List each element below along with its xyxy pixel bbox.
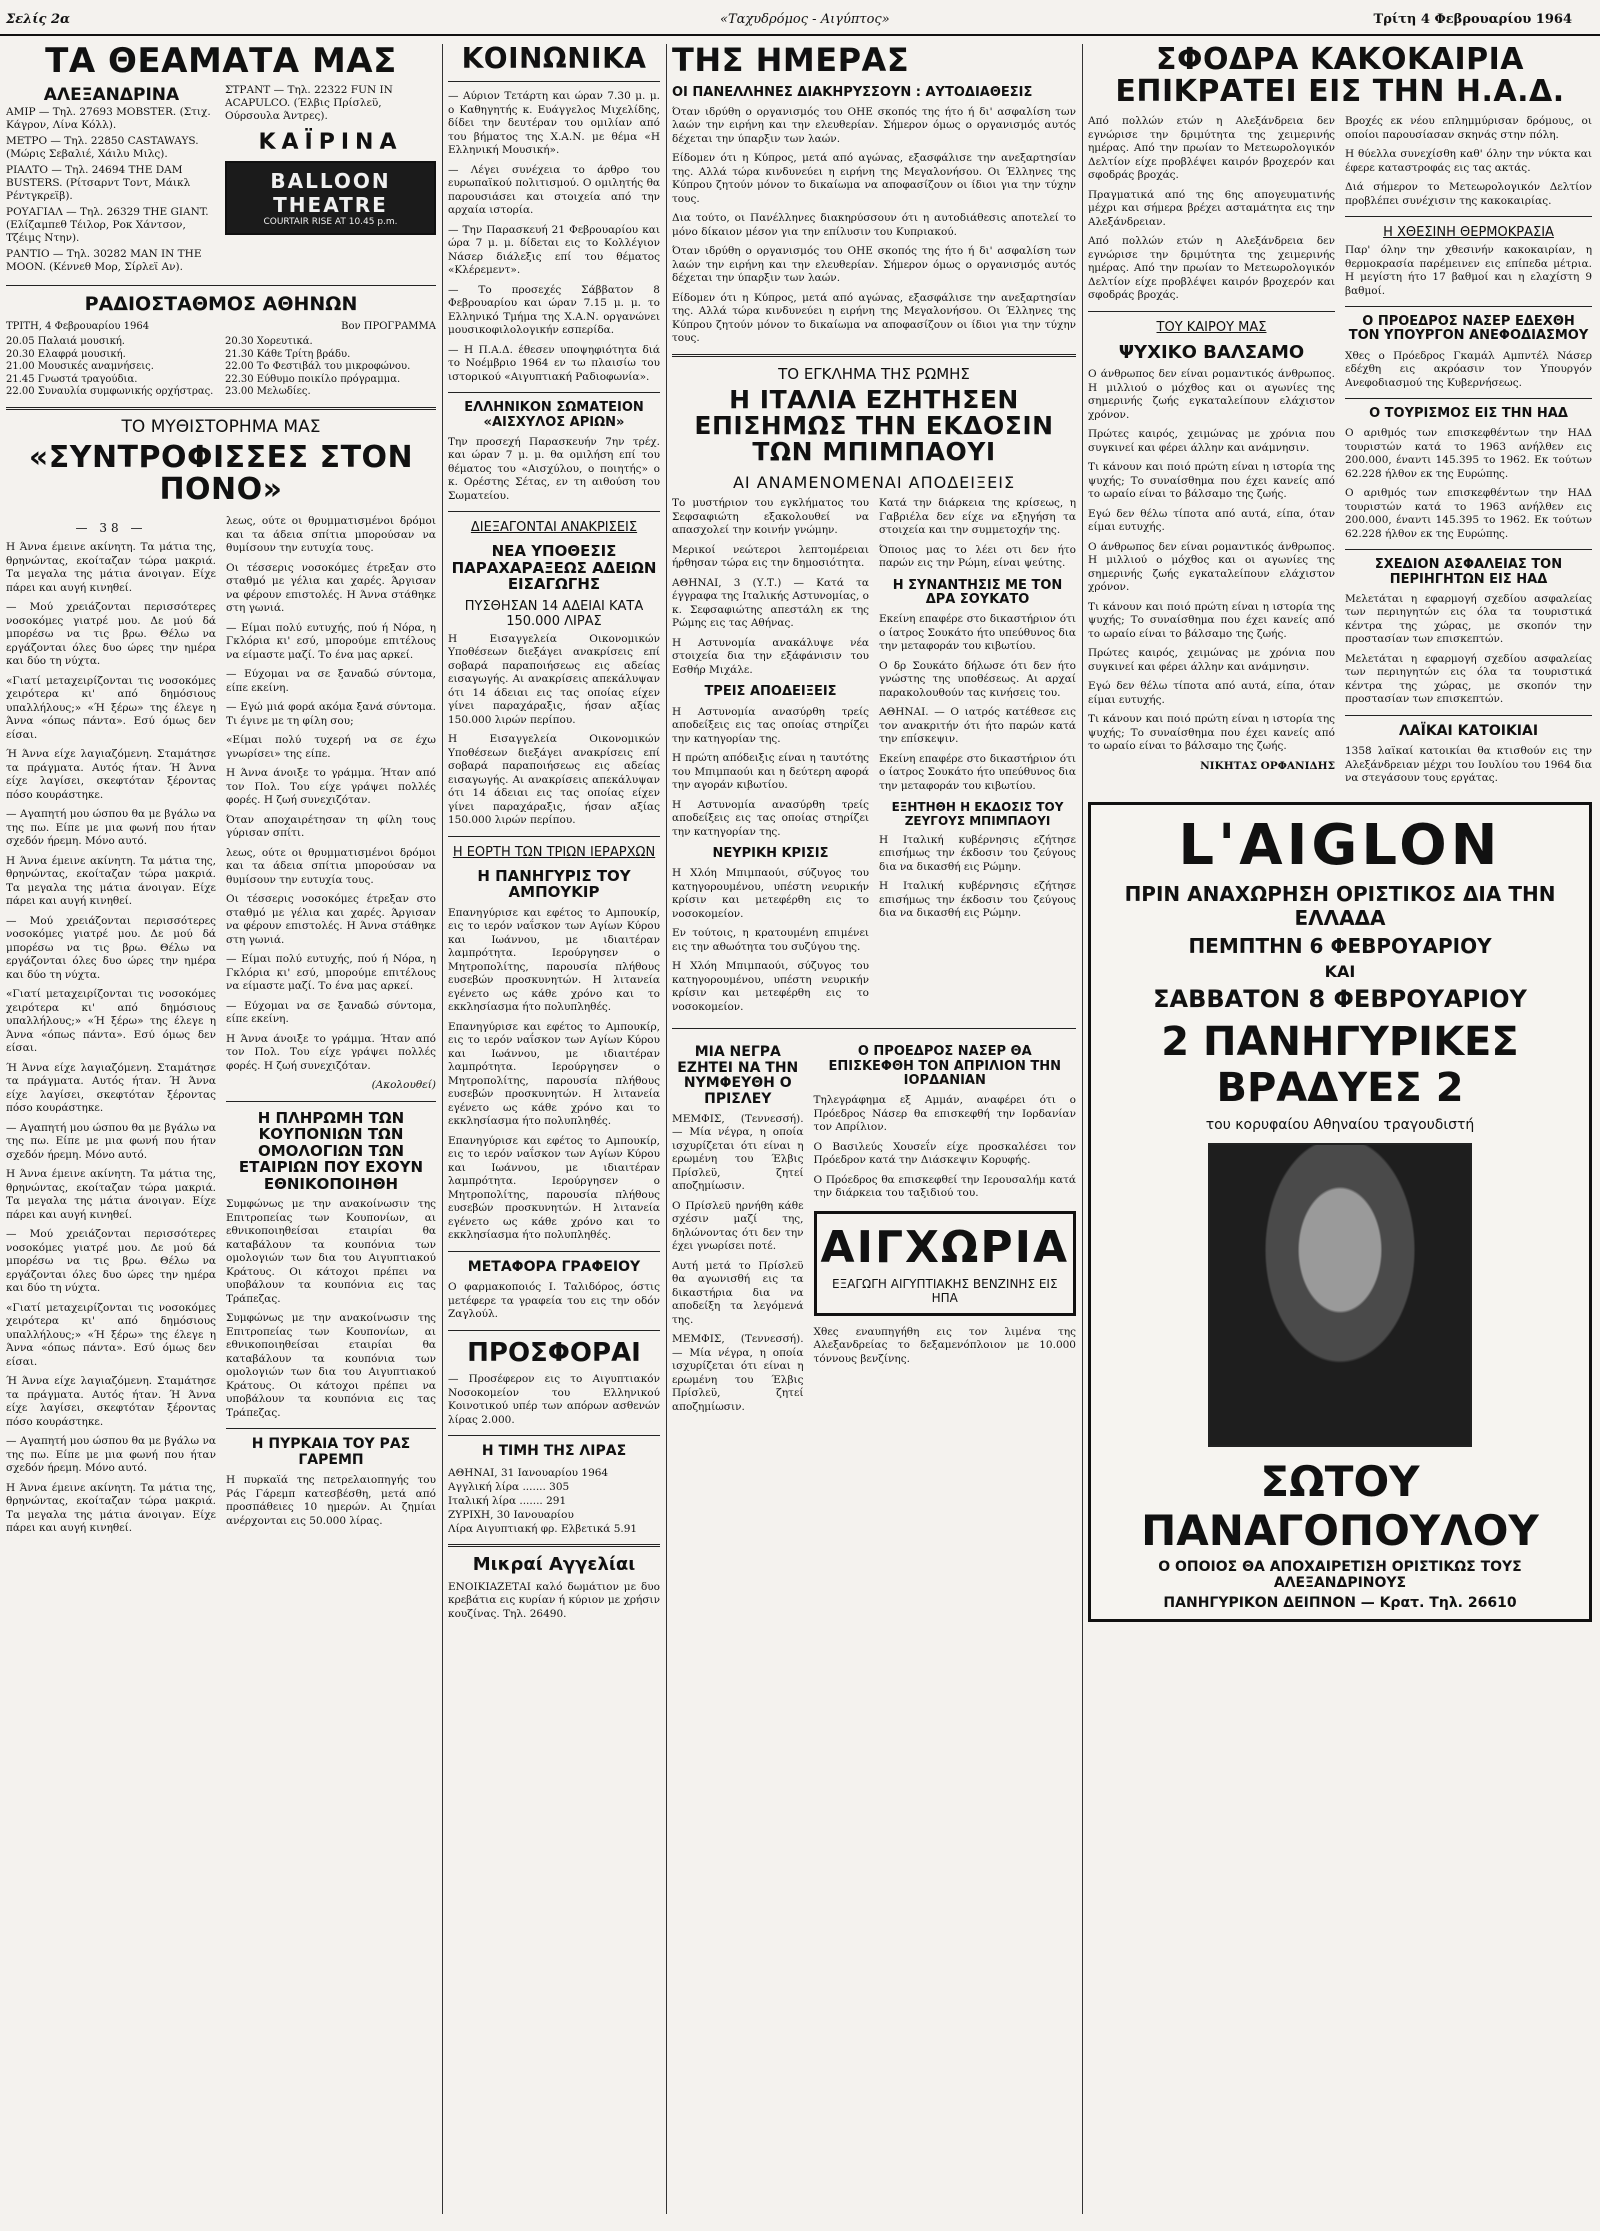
radio-entry: 20.30 Χορευτικά. [225, 336, 313, 348]
radio-program-label: Βον ΠΡΟΓΡΑΜΜΑ [341, 321, 436, 333]
radio-schedule [6, 336, 436, 399]
nasser-visit-paragraph: Ο Πρόεδρος θα επισκεφθεί την Ιερουσαλήμ κατά την διάρκεια του ταξιδιού του. [813, 1173, 1076, 1200]
feast-kicker: Η ΕΟΡΤΗ ΤΩΝ ΤΡΙΩΝ ΙΕΡΑΡΧΩΝ [452, 844, 656, 860]
wedding-heading: ΜΙΑ ΝΕΓΡΑ ΕΖΗΤΕΙ ΝΑ ΤΗΝ ΝΥΜΦΕΥΘΗ Ο ΠΡΙΣΛΕΥ [677, 1044, 799, 1107]
day-paragraph: Δια τούτο, οι Πανέλληνες διακηρύσσουν ότι η αυτοδιάθεσις αποτελεί το μόνο δίκαιον μέσον για την επίλυσιν του Κυπριακού. [672, 212, 1076, 238]
weather-paragraph: Διά σήμερον το Μετεωρολογικόν Δελτίον προβλέπει συνέχισιν της κακοκαιρίας. [1345, 181, 1592, 207]
divider [1345, 398, 1592, 399]
nasser-visit-paragraph: Τηλεγράφημα εξ Αμμάν, αναφέρει ότι ο Πρόεδρος Νάσερ θα επισκεφθή την Ιορδανίαν τον Απρίλιον. [813, 1094, 1076, 1134]
weather-kicker: ΤΟΥ ΚΑΙΡΟΥ ΜΑΣ [1156, 319, 1267, 335]
rome-paragraph: Εκείνη επαφέρε στο δικαστήριον ότι ο ίατρος Σουκάτο ήτο υπεύθυνος δια την μεταφοράν του κιβωτίου. [879, 752, 1076, 792]
cinema-listing: ΜΕΤΡΟ — Τηλ. 22850 CASTAWAYS. (Μώρις Σεβαλιέ, Χάιλυ Μιλς). [6, 135, 199, 161]
serial-paragraph: — Είμαι πολύ ευτυχής, πού ή Νόρα, η Γκλόρια κι' εσύ, μπορούμε επιτέλους να είμαστε μαζί. Το ένα μας αρκεί. [226, 621, 436, 661]
radio-entry: 22.00 Το Φεστιβάλ του μικροφώνου. [225, 361, 411, 373]
rome-paragraph: Το μυστήριον του εγκλήματος του Σεφσαφιώτη εξακολουθεί να απασχολεί την κοινήν γνώμην. [672, 497, 869, 537]
social-item: — Το προσεχές Σάββατον 8 Φεβρουαρίου και ώραν 7.15 μ. μ. το Ελληνικό Τμήμα της Χ.Α.Ν. οργανώνει μουσικοφιλολογικήν εσπερίδα. [448, 283, 660, 337]
serial-paragraph: Η Άννα άνοιξε το γράμμα. Ήταν από τον Πολ. Του είχε γράψει πολλές φορές. Η ζωή συνεχιζόταν. [226, 1032, 436, 1072]
lira-table [448, 1466, 660, 1536]
paper-name: «Ταχυδρόμος - Αιγύπτος» [720, 12, 890, 27]
radio-entry: 20.05 Παλαιά μουσική. [6, 336, 125, 348]
divider [672, 1028, 1076, 1029]
rome-paragraph: Εν τούτοις, η κρατουμένη επιμένει εις την αθωότητα του συζύγου της. [672, 927, 869, 953]
serial-continued: (Ακολουθεί) [371, 1079, 436, 1092]
divider [1345, 216, 1592, 217]
aiglon-line: ΠΡΙΝ ΑΝΑΧΩΡΗΣΗ ΟΡΙΣΤΙΚΟΣ ΔΙΑ ΤΗΝ ΕΛΛΑΔΑ [1124, 881, 1556, 930]
offers-text: — Προσέφερον εις το Αιγυπτιακόν Νοσοκομείον του Ελληνικού Κοινοτικού υπέρ των απόρων ασθενών λίρας 2.000. [448, 1373, 660, 1426]
radio-subheader [6, 321, 436, 332]
houses-heading: ΛΑΪΚΑΙ ΚΑΤΟΙΚΙΑΙ [1398, 722, 1539, 739]
balm-paragraph: Ο άνθρωπος δεν είναι ρομαντικός άνθρωπος. Η μιλλιού ο μόχθος και οι αγωνίες της σημερινής ζωής εγκαταλείπουν ελάχιστον χρόνον. [1088, 540, 1335, 594]
divider [448, 1544, 660, 1547]
rome-paragraph: Η Χλόη Μπιμπαούι, σύζυγος του κατηγορουμένου, υπέστη νευρικήν κρίσιν και μετεφέρθη εις το νοσοκομείον. [672, 867, 869, 920]
column-rule [666, 44, 667, 2214]
lira-heading: Η ΤΙΜΗ ΤΗΣ ΛΙΡΑΣ [481, 1443, 627, 1460]
meeting-heading: Η ΣΥΝΑΝΤΗΣΙΣ ΜΕ ΤΟΝ ΔΡΑ ΣΟΥΚΑΤΟ [892, 577, 1063, 608]
rome-paragraph: Κατά την διάρκεια της κρίσεως, η Γαβριέλα δεν είχε να εξηγήση τα στοιχεία και την συμμετοχήν της. [879, 497, 1076, 537]
rome-paragraph: Η πρώτη απόδειξις είναι η ταυτότης του Μπιμπαούι και η δεύτερη αφορά την αγοράν κιβωτίου. [672, 752, 869, 792]
divider [672, 354, 1076, 357]
serial-paragraph: Η Άννα έμεινε ακίνητη. Τα μάτια της, θρηνώντας, εκοίταζαν τώρα μακριά. Τα μεγαλα της μάτια άνοιγαν. Είχε πάρει και αυγή κινηθεί. [6, 541, 216, 594]
rome-paragraph: Μερικοί νεώτεροι λεπτομέρειαι ήρθησαν τώρα εις την δημοσιότητα. [672, 543, 869, 570]
social-item: — Η Π.Α.Δ. έθεσεν υποψηφιότητα διά το Νοέμβριο 1964 εν τω πλαισίω του ιστορικού «Αιγυπτιακή Ραδιοφωνία». [448, 343, 660, 383]
lira-row: Ιταλική λίρα ....... 291 [448, 1494, 567, 1507]
serial-paragraph: λεως, ούτε οι θρυμματισμένοι δρόμοι και τα άδεια σπίτια μπορούσαν να θυμίσουν την ευτυχία τους. [226, 846, 436, 886]
aiglon-line: του κορυφαίου Αθηναίου τραγουδιστή [1205, 1116, 1475, 1133]
day-paragraph: Όταν ιδρύθη ο οργανισμός του ΟΗΕ σκοπός της ήτο ή δι' ασφαλίση των λαών την ειρήνη και την ελευθερίαν. Σήμερον όμως ο οργανισμός αυτός δέχεται την ύπαρξιν των λαών. [672, 245, 1076, 285]
cold-heading: Η ΧΘΕΣΙΝΗ ΘΕΡΜΟΚΡΑΣΙΑ [1383, 225, 1554, 240]
wedding-paragraph: ΜΕΜΦΙΣ, (Τεννεσσή). — Μία νέγρα, η οποία ισχυρίζεται ότι είναι η ερωμένη του Έλβις Πρίσλεϋ, ζητεί αποζημίωσιν. [672, 1333, 804, 1413]
serial-number: — 38 — [75, 521, 147, 536]
rome-paragraph: ΑΘΗΝΑΙ. — Ο ιατρός κατέθεσε εις τον ανακριτήν ότι ήτο παρών κατά την επίσκεψιν. [879, 706, 1076, 746]
import-sub: ΠΥΣΘΗΣΑΝ 14 ΑΔΕΙΑΙ ΚΑΤΑ 150.000 ΛΙΡΑΣ [464, 598, 644, 629]
serial-paragraph: «Γιατί μεταχειρίζονται τις νοσοκόμες χειρότερα κι' από δημόσιους υπαλλήλους;» «Ή ξέρω» της έλεγε η Άννα «όπως πάντα». Εσύ όμως δεν είσαι. [6, 1301, 216, 1368]
balm-author: ΝΙΚΗΤΑΣ ΟΡΦΑΝΙΔΗΣ [1200, 759, 1335, 772]
serial-paragraph: Οι τέσσερις νοσοκόμες έτρεξαν στο σταθμό με γέλια και χαρές. Άργισαν να φέρουν επιστολές. Η Άννα στάθηκε στη γωνιά. [226, 561, 436, 615]
small-ad: ΕΝΟΙΚΙΑΖΕΤΑΙ καλό δωμάτιον με δυο κρεβάτια εις κυρίαν ή κύριον με χρήσιν κουζίνας. Τηλ. 26490. [448, 1580, 660, 1620]
offers-heading: ΠΡΟΣΦΟΡΑΙ [467, 1337, 641, 1368]
balm-paragraph: Τι κάνουν και ποιό πρώτη είναι η ιστορία της ψυχής; Το συναίσθημα που έχει κανείς από το ωραίο είναι το βάλσαμο της ζωής. [1088, 600, 1335, 640]
import-text: Η Εισαγγελεία Οικονομικών Υποθέσεων διεξάγει ανακρίσεις επί σοβαρά παραποιήσεως εις αδείας εισαγωγής. Αι ανακρίσεις απεκάλυψαν ότι 14 άδειαι εις τας οποίας είχεν γίνει παραχάραξις, ήσαν αξίας 150.000 λιρών περίπου. [448, 632, 660, 726]
serial-paragraph: λεως, ούτε οι θρυμματισμένοι δρόμοι και τα άδεια σπίτια μπορούσαν να θυμίσουν την ευτυχία τους. [226, 515, 436, 555]
coupons-text: Συμφώνως με την ανακοίνωσιν της Επιτροπείας των Κουπονίων, αι εθνικοποιηθείσαι εταιρίαι θα καταβάλουν τα κουπόνια των ομολογιών των δια του Αιγυπτιακού Κράτους. Οι κάτοχοι πρέπει να υποβάλουν τα κουπόνια εις τας Τράπεζας. [226, 1198, 436, 1305]
aiglon-ad [1088, 802, 1592, 1622]
nasser-visit-paragraph: Ο Βασιλεύς Χουσεΐν είχε προσκαλέσει τον Πρόεδρον κατά την Διάσκεψιν Κορυφής. [813, 1140, 1076, 1167]
radio-title: ΡΑΔΙΟΣΤΑΘΜΟΣ ΑΘΗΝΩΝ [84, 293, 358, 316]
balm-paragraph: Εγώ δεν θέλω τίποτα από αυτά, είπα, όταν είμαι ευτυχής. [1088, 680, 1335, 706]
coupons-title: Η ΠΛΗΡΩΜΗ ΤΩΝ ΚΟΥΠΟΝΙΩΝ ΤΩΝ ΟΜΟΛΟΓΙΩΝ ΤΩΝ ΕΤΑΙΡΙΩΝ ΠΟΥ ΕΧΟΥΝ ΕΘΝΙΚΟΠΟΙΗΘΗ [238, 1108, 424, 1193]
nervous-crisis-heading: ΝΕΥΡΙΚΗ ΚΡΙΣΙΣ [712, 846, 829, 862]
serial-paragraph: — Μού χρειάζονται περισσότερες νοσοκόμες γιατρέ μου. Δε μού δά μπορέσω να τις βρω. Θέλω να εργάζονται όλες δυο ώρες την ημέρα και δύο τη νύχτα. [6, 914, 216, 981]
radio-entry: 20.30 Ελαφρά μουσική. [6, 348, 126, 360]
misr-paragraph: Χθες εναυπηγήθη εις τον λιμένα της Αλεξανδρείας το δεξαμενόπλοιον με 10.000 τόννους βενζίνης. [813, 1325, 1076, 1365]
balm-paragraph: Τι κάνουν και ποιό πρώτη είναι η ιστορία της ψυχής; Το συναίσθημα που έχει κανείς από το ωραίο είναι το βάλσαμο της ζωής. [1088, 713, 1335, 753]
serial-paragraph: «Γιατί μεταχειρίζονται τις νοσοκόμες χειρότερα κι' από δημόσιους υπαλλήλους;» «Ή ξέρω» της έλεγε η Άννα «όπως πάντα». Εσύ όμως δεν είσαι. [6, 988, 216, 1055]
divider [1345, 715, 1592, 716]
serial-paragraph: Ή Άννα είχε λαγιαζόμενη. Σταμάτησε τα πράγματα. Αυτός ήταν. Ή Άννα είχε λαγίσει, σκεφτόταν ξέροντας πόσο κουράστηκε. [6, 1375, 216, 1428]
social-item: — Την Παρασκευή 21 Φεβρουαρίου και ώρα 7 μ. μ. δίδεται εις το Κολλέγιον Νάσερ διάλεξις επί του θέματος «Κλέρεμεντ». [448, 223, 660, 277]
safety-text: Μελετάται η εφαρμογή σχεδίου ασφαλείας των περιηγητών εις όλα τα τουριστικά κέντρα της χώρας, με σκοπόν την προστασίαν των επισκεπτών. [1345, 592, 1592, 646]
serial-paragraph: «Γιατί μεταχειρίζονται τις νοσοκόμες χειρότερα κι' από δημόσιους υπαλλήλους;» «Ή ξέρω» της έλεγε η Άννα «όπως πάντα». Εσύ όμως δεν είσαι. [6, 674, 216, 741]
lira-row: ΑΘΗΝΑΙ, 31 Ιανουαρίου 1964 [448, 1466, 609, 1479]
rome-paragraph: Η Ιταλική κυβέρνησις εζήτησε επισήμως την έκδοσιν του ζεύγους δια να δικασθή εις Ρώμην. [879, 880, 1076, 920]
cinema-listing: ΑΜΙΡ — Τηλ. 27693 MOBSTER. (Στιχ. Κάγρον, Λίνα Κόλλ). [6, 106, 211, 132]
balloon-sub: COURTAIR RISE AT 10.45 p.m. [263, 216, 398, 227]
divider [226, 1428, 436, 1429]
three-proofs-heading: ΤΡΕΙΣ ΑΠΟΔΕΙΞΕΙΣ [704, 684, 837, 700]
cinema-listing: ΡΑΝΤΙΟ — Τηλ. 30282 MAN IN THE MOON. (Κέννεθ Μορ, Σίρλεϊ Αν). [6, 248, 202, 274]
theatres-title: ΤΑ ΘΕΑΜΑΤΑ ΜΑΣ [45, 44, 397, 81]
issue-date: Τρίτη 4 Φεβρουαρίου 1964 [1373, 12, 1572, 27]
safety-heading: ΣΧΕΔΙΟΝ ΑΣΦΑΛΕΙΑΣ ΤΟΝ ΠΕΡΙΗΓΗΤΩΝ ΕΙΣ ΗΑΔ [1374, 557, 1563, 587]
panigyri-text: Επανηγύρισε και εφέτος το Αμπουκίρ, εις το ιερόν ναΐσκον των Αγίων Κύρου και Ιωάννου, με ιδιαιτέραν λαμπρότητα. Ιερούργησεν ο Μητροπολίτης, παρουσία πλήθους ευσεβών προσκυνητών. Η λιτανεία εγένετο ως κάθε χρόνο και το εκκλησίασμα ήτο πολυπληθές. [448, 1020, 660, 1128]
houses-text: 1358 λαϊκαί κατοικίαι θα κτισθούν εις την Αλεξάνδρειαν μέχρι του Ιουλίου του 1964 δια να στεγάσουν τους εργάτας. [1345, 745, 1592, 785]
import-heading: ΝΕΑ ΥΠΟΘΕΣΙΣ ΠΑΡΑΧΑΡΑΞΕΩΣ ΑΔΕΙΩΝ ΕΙΣΑΓΩΓΗΣ [451, 542, 657, 594]
cinema-listing: ΡΙΑΛΤΟ — Τηλ. 24694 THE DAM BUSTERS. (Ρίτσαρντ Τοντ, Μάικλ Ρέντγκρεϊβ). [6, 164, 191, 203]
rome-body [672, 497, 1076, 1020]
rome-sub: ΑΙ ΑΝΑΜΕΝΟΜΕΝΑΙ ΑΠΟΔΕΙΞΕΙΣ [732, 472, 1016, 492]
serial-paragraph: Όταν αποχαιρέτησαν τη φίλη τους γύρισαν σπίτι. [226, 813, 436, 840]
aiglon-line: ΚΑΙ [1324, 961, 1356, 981]
weather-body [1088, 115, 1592, 792]
serial-paragraph: — Αγαπητή μου ώσπου θα με βγάλω να της πω. Είπε με μια φωνή που ήταν σχεδόν ήρεμη. Μόνο αυτό. [6, 1435, 216, 1475]
radio-entry: 22.30 Εύθυμο ποικίλο πρόγραμμα. [225, 373, 401, 385]
lira-row: Λίρα Αιγυπτιακή φρ. Ελβετικά 5.91 [448, 1522, 638, 1535]
aiglon-line: ΠΑΝΗΓΥΡΙΚΟΝ ΔΕΙΠΝΟΝ — Κρατ. Τηλ. 26610 [1163, 1594, 1517, 1611]
radio-entry: 23.00 Μελωδίες. [225, 386, 311, 398]
aiglon-line: ΣΑΒΒΑΤΟΝ 8 ΦΕΒΡΟΥΑΡΙΟΥ [1153, 984, 1527, 1013]
divider [448, 836, 660, 837]
panigyri-heading: Η ΠΑΝΗΓΥΡΙΣ ΤΟΥ ΑΜΠΟΥΚΙΡ [477, 866, 631, 902]
serial-kicker: ΤΟ ΜΥΘΙΣΤΟΡΗΜΑ ΜΑΣ [121, 416, 321, 437]
investigation-kicker: ΔΙΕΞΑΓΟΝΤΑΙ ΑΝΑΚΡΙΣΕΙΣ [470, 520, 638, 536]
coupons-text: Συμφώνως με την ανακοίνωσιν της Επιτροπείας των Κουπονίων, αι εθνικοποιηθείσαι εταιρίαι θα καταβάλουν τα κουπόνια των ομολογιών των δια του Αιγυπτιακού Κράτους. Οι κάτοχοι πρέπει να υποβάλουν τα κουπόνια εις τας Τράπεζας. [226, 1312, 436, 1419]
radio-day: ΤΡΙΤΗ, 4 Φεβρουαρίου 1964 [6, 321, 150, 333]
serial-paragraph: — Εύχομαι να σε ξαναδώ σύντομα, είπε εκείνη. [226, 999, 436, 1026]
balm-paragraph: Τι κάνουν και ποιό πρώτη είναι η ιστορία της ψυχής; Το συναίσθημα που έχει κανείς από το ωραίο είναι το βάλσαμο της ζωής. [1088, 461, 1335, 501]
balm-heading: ΨΥΧΙΚΟ ΒΑΛΣΑΜΟ [1118, 341, 1305, 363]
serial-paragraph: — Εύχομαι να σε ξαναδώ σύντομα, είπε εκείνη. [226, 668, 436, 694]
small-ads-heading: Μικραί Αγγελίαι [472, 1553, 636, 1575]
rome-paragraph: Η Χλόη Μπιμπαούι, σύζυγος του κατηγορουμένου, υπέστη νευρικήν κρίσιν και μετεφέρθη εις το νοσοκομείον. [672, 960, 869, 1013]
rome-kicker: ΤΟ ΕΓΚΛΗΜΑ ΤΗΣ ΡΩΜΗΣ [778, 364, 970, 383]
tourism-heading: Ο ΤΟΥΡΙΣΜΟΣ ΕΙΣ ΤΗΝ ΗΑΔ [1369, 406, 1568, 422]
serial-paragraph: Η Άννα έμεινε ακίνητη. Τα μάτια της, θρηνώντας, εκοίταζαν τώρα μακριά. Τα μεγαλα της μάτια άνοιγαν. Είχε πάρει και αυγή κινηθεί. [6, 854, 216, 908]
cinema-listing: ΡΟΥΑΓΙΑΛ — Τηλ. 26329 THE GIANT. (Ελίζαμπεθ Τέιλορ, Ροκ Χάντσον, Τζέιμς Ντην). [6, 206, 209, 245]
balm-paragraph: Πρώτες καιρός, χειμώνας με χρόνια που συγκινεί και φέρει άλλην και ανάμνησιν. [1088, 428, 1335, 454]
weather-paragraph: Πραγματικά από της 6ης απογευματινής μέχρι και σήμερα βρέχει ασταμάτητα εις την Αλεξάνδρειαν. [1088, 188, 1335, 228]
transfer-heading: ΜΕΤΑΦΟΡΑ ΓΡΑΦΕΙΟΥ [467, 1258, 641, 1275]
serial-title: «ΣΥΝΤΡΟΦΙΣΣΕΣ ΣΤΟΝ ΠΟΝΟ» [28, 440, 414, 507]
day-paragraph: Είδομεν ότι η Κύπρος, μετά από αγώνας, εξασφάλισε την ανεξαρτησίαν της. Αλλά τώρα κινδυνεύει η ειρήνη της Μεγαλονήσου. Οι Έλληνες της Κύπρου ζητούν μόνον το δικαίωμα να αποφασίζουν οι ίδιοι για την τύχην τους. [672, 152, 1076, 205]
column-right [1088, 44, 1592, 2224]
fire-title: Η ΠΥΡΚΑΙΑ ΤΟΥ ΡΑΣ ΓΑΡΕΜΠ [251, 1436, 411, 1468]
serial-paragraph: — Μού χρειάζονται περισσότερες νοσοκόμες γιατρέ μου. Δε μού δά μπορέσω να τις βρω. Θέλω να εργάζονται όλες δυο ώρες την ημέρα και δύο τη νύχτα. [6, 1228, 216, 1295]
cold-text: Παρ' όλην την χθεσινήν κακοκαιρίαν, η θερμοκρασία παρέμεινεν εις επίπεδα μέτρια. Η μεγίστη ήτο 17 βαθμοί και η ελαχίστη 9 βαθμοί. [1345, 244, 1592, 297]
masthead [0, 6, 1600, 36]
serial-paragraph: — Είμαι πολύ ευτυχής, πού ή Νόρα, η Γκλόρια κι' εσύ, μπορούμε επιτέλους να είμαστε μαζί. Το ένα μας αρκεί. [226, 953, 436, 993]
extradition-heading: ΕΞΗΤΗΘΗ Η ΕΚΔΟΣΙΣ ΤΟΥ ΖΕΥΓΟΥΣ ΜΠΙΜΠΑΟΥΙ [891, 800, 1064, 828]
social-title: ΚΟΙΝΩΝΙΚΑ [461, 44, 647, 75]
weather-paragraph: Από πολλών ετών η Αλεξάνδρεια δεν εγνώρισε την δριμύτητα της χειμερινής ημέρας. Από την πρωίαν το Μετεωρολογικόν Δελτίον είχε προβλέψει καιρόν βροχερόν και σφοδράς βροχάς. [1088, 115, 1335, 181]
rome-paragraph: Η Ιταλική κυβέρνησις εζήτησε επισήμως την έκδοσιν του ζεύγους δια να δικασθή εις Ρώμην. [879, 833, 1076, 873]
serial-paragraph: — Εγώ μιά φορά ακόμα ξανά σύντομα. Τι έγινε με τη φίλη σου; [226, 701, 436, 727]
panigyri-text: Επανηγύρισε και εφέτος το Αμπουκίρ, εις το ιερόν ναΐσκον των Αγίων Κύρου και Ιωάννου, με ιδιαιτέραν λαμπρότητα. Ιερούργησεν ο Μητροπολίτης, παρουσία πλήθους ευσεβών προσκυνητών. Η λιτανεία εγένετο ως κάθε χρόνο και το εκκλησίασμα ήτο πολυπληθές. [448, 1134, 660, 1242]
balm-paragraph: Εγώ δεν θέλω τίποτα από αυτά, είπα, όταν είμαι ευτυχής. [1088, 507, 1335, 534]
weather-title: ΣΦΟΔΡΑ ΚΑΚΟΚΑΙΡΙΑ ΕΠΙΚΡΑΤΕΙ ΕΙΣ ΤΗΝ Η.Α.Δ. [1115, 44, 1565, 109]
radio-entry: 21.45 Γνωστά τραγούδια. [6, 373, 138, 385]
balloon-title: BALLOON THEATRE [270, 168, 391, 217]
singer-photo [1208, 1143, 1472, 1447]
column-center [672, 44, 1076, 2224]
fire-text: Η πυρκαϊά της πετρελαιοπηγής του Ράς Γάρεμπ κατεσβέσθη, μετά από προσπάθειες 10 ημερών. Αι ζημίαι ανέρχονται εις 50.000 λίρας. [226, 1474, 436, 1527]
center-bottom [672, 1037, 1076, 1420]
tourism-text: Ο αριθμός των επισκεφθέντων την ΗΑΔ τουριστών κατά το 1963 ανήλθεν εις 200.000, έναντι 145.395 το 1962. Εκ τούτων 62.228 ήλθον εκ της Ευρώπης. [1345, 427, 1592, 480]
aiglon-line: Ο ΟΠΟΙΟΣ ΘΑ ΑΠΟΧΑΙΡΕΤΙΣΗ ΟΡΙΣΤΙΚΩΣ ΤΟΥΣ ΑΛΕΞΑΝΔΡΙΝΟΥΣ [1158, 1558, 1522, 1591]
weather-paragraph: Η θύελλα συνεχίσθη καθ' όλην την νύκτα και έφερε καταστροφάς εις τας ακτάς. [1345, 148, 1592, 174]
weather-paragraph: Από πολλών ετών η Αλεξάνδρεια δεν εγνώρισε την δριμύτητα της χειμερινής ημέρας. Από την πρωίαν το Μετεωρολογικόν Δελτίον είχε προβλέψει καιρόν βροχερόν και σφοδράς βροχάς. [1088, 235, 1335, 301]
rome-paragraph: Ο δρ Σουκάτο δήλωσε ότι δεν ήτο γνώστης της υποθέσεως. Αι αρχαί παρακολουθούν τας κινήσεις του. [879, 659, 1076, 699]
aiglon-big: 2 ΠΑΝΗΓΥΡΙΚΕΣ ΒΡΑΔΥΕΣ 2 [1161, 1018, 1519, 1111]
rome-paragraph: Όποιος μας το λέει οτι δεν ήτο παρών εις την Ρώμη, είναι ψεύτης. [879, 543, 1076, 570]
nasser-heading: Ο ΠΡΟΕΔΡΟΣ ΝΑΣΕΡ ΕΔΕΧΘΗ ΤΟΝ ΥΠΟΥΡΓΟΝ ΑΝΕΦΟΔΙΑΣΜΟΥ [1348, 314, 1589, 344]
rome-paragraph: Η Αστυνομία ανασύρθη τρείς αποδείξεις εις τας οποίας στηρίζει την κατηγορίαν της. [672, 798, 869, 838]
balm-paragraph: Ο άνθρωπος δεν είναι ρομαντικός άνθρωπος. Η μιλλιού ο μόχθος και οι αγωνίες της σημερινής ζωής εγκαταλείπουν ελάχιστον χρόνον. [1088, 368, 1335, 421]
serial-paragraph: Η Άννα έμεινε ακίνητη. Τα μάτια της, θρηνώντας, εκοίταζαν τώρα μακριά. Τα μεγαλα της μάτια άνοιγαν. Είχε πάρει και αυγή κινηθεί. [6, 1481, 216, 1535]
radio-entry: 21.00 Μουσικές αναμνήσεις. [6, 361, 154, 373]
serial-paragraph: Η Άννα έμεινε ακίνητη. Τα μάτια της, θρηνώντας, εκοίταζαν τώρα μακριά. Τα μεγαλα της μάτια άνοιγαν. Είχε πάρει και αυγή κινηθεί. [6, 1168, 216, 1221]
balloon-theatre-ad [225, 161, 436, 235]
lira-row: ΖΥΡΙΧΗ, 30 Ιανουαρίου [448, 1508, 574, 1521]
cinema-list-right [225, 84, 436, 123]
divider [6, 407, 436, 410]
safety-text: Μελετάται η εφαρμογή σχεδίου ασφαλείας των περιηγητών εις όλα τα τουριστικά κέντρα της χώρας, με σκοπόν την προστασίαν των επισκεπτών. [1345, 652, 1592, 706]
aiglon-line: ΠΕΜΠΤΗΝ 6 ΦΕΒΡΟΥΑΡΙΟΥ [1188, 933, 1492, 958]
radio-entry: 22.00 Συναυλία συμφωνικής ορχήστρας. [6, 386, 214, 398]
cairo-heading: ΚΑΪΡΙΝΑ [258, 129, 403, 155]
cinema-listing: ΣΤΡΑΝΤ — Τηλ. 22322 FUN IN ACAPULCO. (Έλβις Πρίσλεϋ, Ούρσουλα Άντρες). [225, 83, 393, 122]
divider [6, 285, 436, 286]
divider [226, 1101, 436, 1102]
divider [1345, 549, 1592, 550]
divider [448, 511, 660, 512]
column-social [448, 44, 660, 2224]
cinema-list-left [6, 106, 217, 274]
divider [448, 392, 660, 393]
rome-paragraph: Η Αστυνομία ανακάλυψε νέα στοιχεία δια την εξάφάνισιν του Εσθήρ Μιχάλε. [672, 636, 869, 676]
society-heading: ΕΛΛΗΝΙΚΟΝ ΣΩΜΑΤΕΙΟΝ «ΑΙΣΧΥΛΟΣ ΑΡΙΩΝ» [464, 400, 644, 430]
serial-paragraph: — Μού χρειάζονται περισσότερες νοσοκόμες γιατρέ μου. Δε μού δά μπορέσω να τις βρω. Θέλω να εργάζονται όλες δυο ώρες την ημέρα και δύο τη νύχτα. [6, 601, 216, 668]
day-paragraph: Είδομεν ότι η Κύπρος, μετά από αγώνας, εξασφάλισε την ανεξαρτησίαν της. Αλλά τώρα κινδυνεύει η ειρήνη της Μεγαλονήσου. Οι Έλληνες της Κύπρου ζητούν μόνον το δικαίωμα να αποφασίζουν οι ίδιοι για την τύχην τους. [672, 291, 1076, 345]
import-text: Η Εισαγγελεία Οικονομικών Υποθέσεων διεξάγει ανακρίσεις επί σοβαρά παραποιήσεως εις αδείας εισαγωγής. Αι ανακρίσεις απεκάλυψαν ότι 14 άδειαι εις τας οποίας είχεν γίνει παραχάραξις, ήσαν αξίας 150.000 λιρών περίπου. [448, 733, 660, 827]
radio-entry: 21.30 Κάθε Τρίτη βράδυ. [225, 348, 351, 360]
day-sub: ΟΙ ΠΑΝΕΛΛΗΝΕΣ ΔΙΑΚΗΡΥΣΣΟΥΝ : ΑΥΤΟΔΙΑΘΕΣΙΣ [672, 84, 1033, 100]
misr-logo: ΑΙΓΧΩΡΙΑ [820, 1221, 1069, 1273]
day-title: ΤΗΣ ΗΜΕΡΑΣ [672, 44, 910, 79]
wedding-paragraph: Αυτή μετά το Πρίσλεϋ θα αγωνισθή εις τα δικαστήρια δια να αποδείξη τα λεγόμενά της. [672, 1259, 804, 1326]
serial-paragraph: Οι τέσσερις νοσοκόμες έτρεξαν στο σταθμό με γέλια και χαρές. Άργισαν να φέρουν επιστολές. Η Άννα στάθηκε στη γωνιά. [226, 893, 436, 946]
theatres-block [6, 84, 436, 278]
lira-row: Αγγλική λίρα ....... 305 [448, 1480, 570, 1493]
transfer-text: Ο φαρμακοποιός Ι. Ταλιδόρος, όστις μετέφερε τα γραφεία του εις την οδόν Ζαγλούλ. [448, 1281, 660, 1321]
column-rule [442, 44, 443, 2214]
tourism-text: Ο αριθμός των επισκεφθέντων την ΗΑΔ τουριστών κατά το 1963 ανήλθεν εις 200.000, έναντι 145.395 το 1962. Εκ τούτων 62.228 ήλθον εκ της Ευρώπης. [1345, 487, 1592, 540]
day-paragraph: Όταν ιδρύθη ο οργανισμός του ΟΗΕ σκοπός της ήτο ή δι' ασφαλίση των λαών την ειρήνη και την ελευθερίαν. Σήμερον όμως ο οργανισμός αυτός δέχεται την ύπαρξιν των λαών. [672, 105, 1076, 145]
divider [448, 81, 660, 82]
weather-paragraph: Βροχές εκ νέου επλημμύρισαν δρόμους, οι οποίοι παρουσίασαν σκηνάς στην πόλη. [1345, 115, 1592, 141]
rome-paragraph: ΑΘΗΝΑΙ, 3 (Υ.Τ.) — Κατά τα έγγραφα της Ιταλικής Αστυνομίας, ο κ. Σεφσαφιώτης απεστάλη εκ της Ρώμης εις τας Αθήνας. [672, 576, 869, 630]
divider [448, 1330, 660, 1331]
divider [448, 1251, 660, 1252]
divider [1345, 306, 1592, 307]
alexandria-heading: ΑΛΕΞΑΝΔΡΙΝΑ [43, 84, 180, 105]
social-item: — Αύριον Τετάρτη και ώραν 7.30 μ. μ. ο Καθηγητής κ. Ευάγγελος Μιχελίδης, δίδει την δευτέραν του ομιλίαν από του βήματος της Χ.Α.Ν. με θέμα «Η Ελληνική Μουσική». [448, 90, 660, 157]
wedding-paragraph: ΜΕΜΦΙΣ, (Τεννεσσή). — Μία νέγρα, η οποία ισχυρίζεται ότι είναι η ερωμένη του Έλβις Πρίσλεϋ, ζητεί αποζημίωσιν. [672, 1112, 804, 1193]
serial-paragraph: — Αγαπητή μου ώσπου θα με βγάλω να της πω. Είπε με μια φωνή που ήταν σχεδόν ήρεμη. Μόνο αυτό. [6, 808, 216, 848]
serial-body [6, 515, 436, 1542]
aiglon-logo: L'AIGLON [1178, 812, 1502, 878]
rome-paragraph: Εκείνη επαφέρε στο δικαστήριον ότι ο ίατρος Σουκάτο ήτο υπεύθυνος δια την μεταφοράν του κιβωτίου. [879, 613, 1076, 653]
social-item: — Λέγει συνέχεια το άρθρο του ευρωπαϊκού πολιτισμού. Ο ομιλητής θα παρουσιάσει και στοιχεία από την αρχαία ιστορία. [448, 163, 660, 217]
misr-ad [814, 1211, 1076, 1316]
serial-paragraph: — Αγαπητή μου ώσπου θα με βγάλω να της πω. Είπε με μια φωνή που ήταν σχεδόν ήρεμη. Μόνο αυτό. [6, 1121, 216, 1161]
divider [448, 1435, 660, 1436]
serial-paragraph: «Είμαι πολύ τυχερή να σε έχω γνωρίσει» της είπε. [226, 734, 436, 760]
misr-sub: ΕΞΑΓΩΓΗ ΑΙΓΥΠΤΙΑΚΗΣ ΒΕΝΖΙΝΗΣ ΕΙΣ ΗΠΑ [831, 1276, 1058, 1305]
page-number: Σελίς 2α [6, 12, 70, 27]
balm-paragraph: Πρώτες καιρός, χειμώνας με χρόνια που συγκινεί και φέρει άλλην και ανάμνησιν. [1088, 647, 1335, 673]
nasser-visit-heading: Ο ΠΡΟΕΔΡΟΣ ΝΑΣΕΡ ΘΑ ΕΠΙΣΚΕΦΘΗ ΤΟΝ ΑΠΡΙΛΙΟΝ ΤΗΝ ΙΟΡΔΑΝΙΑΝ [828, 1044, 1062, 1088]
serial-paragraph: Ή Άννα είχε λαγιαζόμενη. Σταμάτησε τα πράγματα. Αυτός ήταν. Ή Άννα είχε λαγίσει, σκεφτόταν ξέροντας πόσο κουράστηκε. [6, 748, 216, 801]
rome-paragraph: Η Αστυνομία ανασύρθη τρείς αποδείξεις εις τας οποίας στηρίζει την κατηγορίαν της. [672, 705, 869, 745]
wedding-paragraph: Ο Πρίσλεϋ ηρνήθη κάθε σχέσιν μαζί της, δηλώνοντας ότι δεν την έχει γνωρίσει ποτέ. [672, 1199, 804, 1253]
column-rule [1082, 44, 1083, 2214]
rome-title: Η ΙΤΑΛΙΑ ΕΖΗΤΗΣΕΝ ΕΠΙΣΗΜΩΣ ΤΗΝ ΕΚΔΟΣΙΝ ΤΩΝ ΜΠΙΜΠΑΟΥΙ [694, 384, 1054, 467]
divider [1088, 311, 1335, 312]
society-text: Την προσεχή Παρασκευήν 7ην τρέχ. και ώραν 7 μ. μ. θα ομιλήση επί του θέματος του «Αισχύλου, ο ποιητής» ο κ. Ορέστης Σέτας, εν τη αιθούση του Σωματείου. [448, 435, 660, 502]
column-left [6, 44, 436, 2224]
nasser-text: Χθες ο Πρόεδρος Γκαμάλ Αμπντέλ Νάσερ εδέχθη εις ακρόασιν τον Υπουργόν Ανεφοδιασμού της Κυβερνήσεως. [1345, 349, 1592, 389]
serial-paragraph: Ή Άννα είχε λαγιαζόμενη. Σταμάτησε τα πράγματα. Αυτός ήταν. Ή Άννα είχε λαγίσει, σκεφτόταν ξέροντας πόσο κουράστηκε. [6, 1061, 216, 1115]
panigyri-text: Επανηγύρισε και εφέτος το Αμπουκίρ, εις το ιερόν ναΐσκον των Αγίων Κύρου και Ιωάννου, με ιδιαιτέραν λαμπρότητα. Ιερούργησεν ο Μητροπολίτης, παρουσία πλήθους ευσεβών προσκυνητών. Η λιτανεία εγένετο ως κάθε χρόνο και το εκκλησίασμα ήτο πολυπληθές. [448, 906, 660, 1014]
serial-paragraph: Η Άννα άνοιξε το γράμμα. Ήταν από τον Πολ. Του είχε γράψει πολλές φορές. Η ζωή συνεχιζόταν. [226, 767, 436, 807]
singer-name: ΣΩΤΟΥ ΠΑΝΑΓΟΠΟΥΛΟΥ [1141, 1456, 1539, 1555]
